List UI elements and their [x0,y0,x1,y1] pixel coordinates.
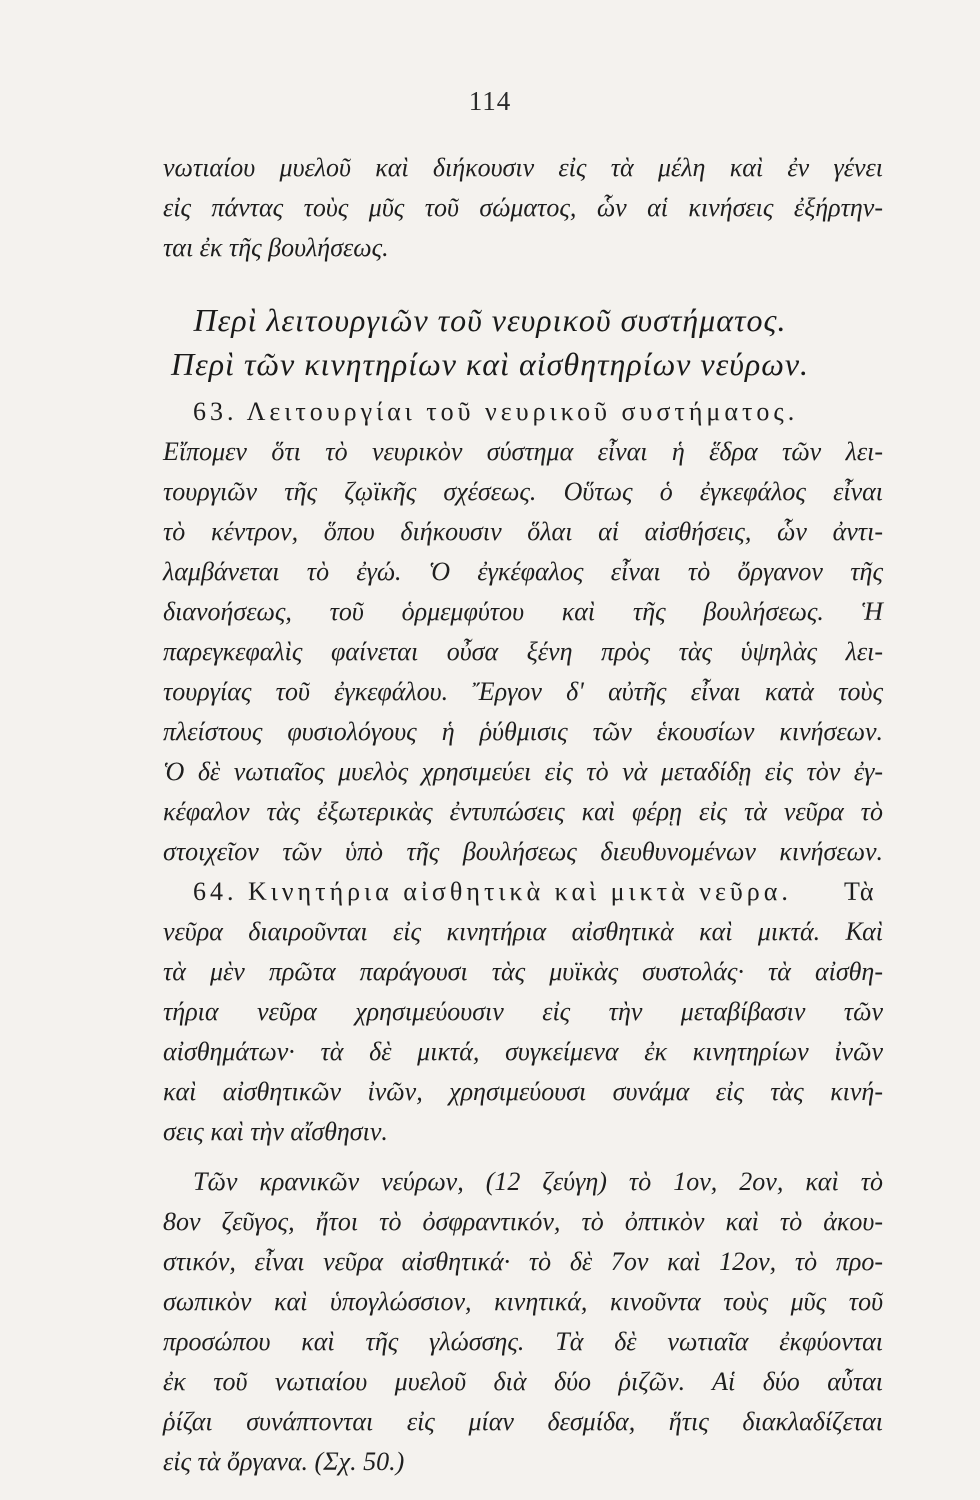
text-line: αἰσθημάτων· τὰ δὲ μικτά, συγκείμενα ἐκ κινητηρίων ἰνῶν [163,1037,883,1066]
section-heading: Περὶ τῶν κινητηρίων καὶ αἰσθητηρίων νεύρων. [170,346,810,382]
text-line: σωπικὸν καὶ ὑπογλώσσιον, κινητικά, κινοῦντα τοὺς μῦς τοῦ [163,1287,883,1316]
text-line: καὶ αἰσθητικῶν ἰνῶν, χρησιμεύουσι συνάμα εἰς τὰς κινή- [163,1077,883,1106]
text-line: στικόν, εἶναι νεῦρα αἰσθητικά· τὸ δὲ 7ον καὶ 12ον, τὸ προ- [163,1247,883,1276]
subsection-title-tail: Τὰ [844,877,874,906]
text-line: παρεγκεφαλὶς φαίνεται οὖσα ξένη πρὸς τὰς ὑψηλὰς λει- [163,637,883,666]
text-line: τὰ μὲν πρῶτα παράγουσι τὰς μυϊκὰς συστολάς· τὰ αἰσθη- [163,957,883,986]
text-line: Ὁ δὲ νωτιαῖος μυελὸς χρησιμεύει εἰς τὸ νὰ μεταδίδῃ εἰς τὸν ἐγ- [163,757,883,786]
text-line: προσώπου καὶ τῆς γλώσσης. Τὰ δὲ νωτιαῖα ἐκφύονται [163,1327,883,1356]
text-line: ται ἐκ τῆς βουλήσεως. [163,233,389,262]
text-line: λαμβάνεται τὸ ἐγώ. Ὁ ἐγκέφαλος εἶναι τὸ ὄργανον τῆς [163,557,883,586]
subsection-title: 64. Κινητήρια αἰσθητικὰ καὶ μικτὰ νεῦρα. [193,877,792,906]
text-line: εἰς πάντας τοὺς μῦς τοῦ σώματος, ὧν αἱ κινήσεις ἐξήρτην- [163,193,883,222]
text-line: σεις καὶ τὴν αἴσθησιν. [163,1117,388,1146]
text-line: νωτιαίου μυελοῦ καὶ διήκουσιν εἰς τὰ μέλη καὶ ἐν γένει [163,153,883,182]
text-line: τουργιῶν τῆς ζῳϊκῆς σχέσεως. Οὕτως ὁ ἐγκεφάλος εἶναι [163,477,883,506]
text-line: ῥίζαι συνάπτονται εἰς μίαν δεσμίδα, ἥτις διακλαδίζεται [163,1407,883,1436]
subsection-title: 63. Λειτουργίαι τοῦ νευρικοῦ συστήματος. [193,397,799,426]
text-line: Τῶν κρανικῶν νεύρων, (12 ζεύγη) τὸ 1ον, 2ον, καὶ τὸ [193,1167,883,1196]
text-line: στοιχεῖον τῶν ὑπὸ τῆς βουλήσεως διευθυνομένων κινήσεων. [163,837,883,866]
text-line: 8ον ζεῦγος, ἤτοι τὸ ὀσφραντικόν, τὸ ὀπτικὸν καὶ τὸ ἀκου- [163,1207,883,1236]
page-number: 114 [468,86,512,116]
text-line: εἰς τὰ ὄργανα. (Σχ. 50.) [163,1447,405,1476]
text-line: τὸ κέντρον, ὅπου διήκουσιν ὅλαι αἱ αἰσθήσεις, ὧν ἀντι- [163,517,883,546]
text-line: ἐκ τοῦ νωτιαίου μυελοῦ διὰ δύο ῥιζῶν. Αἱ δύο αὗται [163,1367,883,1396]
text-line: Εἴπομεν ὅτι τὸ νευρικὸν σύστημα εἶναι ἡ ἕδρα τῶν λει- [163,437,883,466]
text-line: νεῦρα διαιροῦνται εἰς κινητήρια αἰσθητικὰ καὶ μικτά. Καὶ [163,917,883,946]
text-line: τήρια νεῦρα χρησιμεύουσιν εἰς τὴν μεταβίβασιν τῶν [163,997,883,1026]
text-line: τουργίας τοῦ ἐγκεφάλου. Ἔργον δ' αὐτῆς εἶναι κατὰ τοὺς [163,677,883,706]
text-line: κέφαλον τὰς ἐξωτερικὰς ἐντυπώσεις καὶ φέρῃ εἰς τὰ νεῦρα τὸ [163,797,883,826]
text-line: πλείστους φυσιολόγους ἡ ῥύθμισις τῶν ἑκουσίων κινήσεων. [163,717,883,746]
text-line: διανοήσεως, τοῦ ὁρμεμφύτου καὶ τῆς βουλήσεως. Ἡ [163,597,883,626]
section-heading: Περὶ λειτουργιῶν τοῦ νευρικοῦ συστήματος. [193,302,787,338]
